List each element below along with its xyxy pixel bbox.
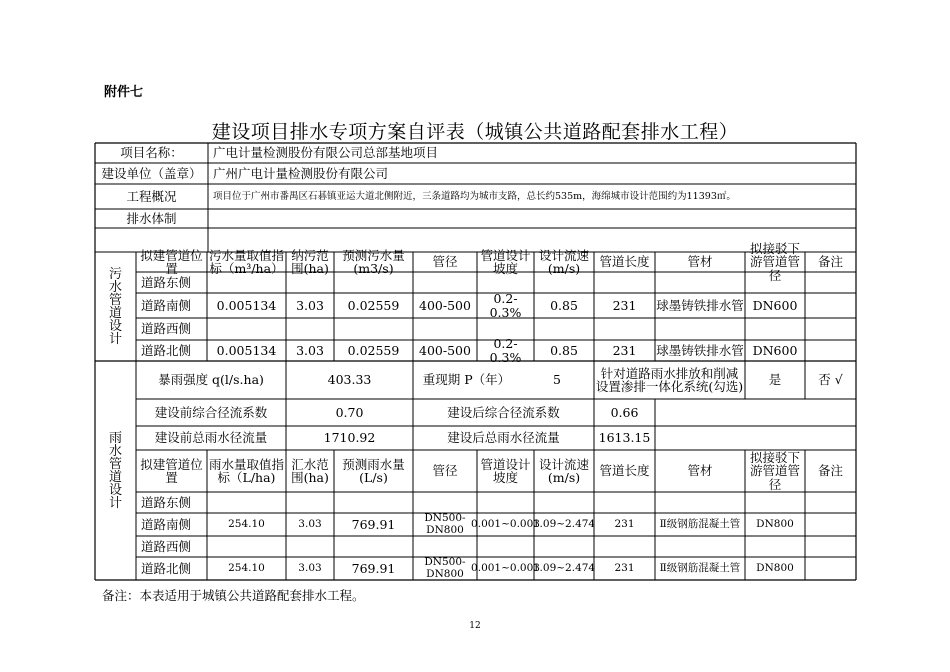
rain-cell-diameter xyxy=(413,492,477,513)
sewage-cell-diameter xyxy=(413,272,477,293)
rain-header-area: 汇水范围(ha) xyxy=(291,456,329,485)
rain-cell-diameter: DN500-DN800 xyxy=(424,556,466,580)
sewage-cell-material xyxy=(655,318,745,340)
rain-cell-material xyxy=(655,536,745,557)
rain-cell-position: 道路东侧 xyxy=(141,494,192,510)
sewage-cell-velocity: 0.85 xyxy=(550,342,578,358)
rain-cell-downstream: DN800 xyxy=(756,517,794,530)
page-title: 建设项目排水专项方案自评表（城镇公共道路配套排水工程） xyxy=(211,121,739,143)
sewage-cell-slope xyxy=(477,272,534,293)
sewage-cell-position: 道路西侧 xyxy=(141,321,192,337)
rain-cell-material: Ⅱ级钢筋混凝土管 xyxy=(659,561,741,574)
rain-cell-index: 254.10 xyxy=(228,561,265,574)
rain-cell-diameter xyxy=(413,536,477,557)
sewage-section-label: 污水管道设计 xyxy=(108,266,122,347)
sewage-cell-material: 球墨铸铁排水管 xyxy=(656,342,744,358)
rain-cell-downstream xyxy=(745,536,805,557)
sewage-header-index: 污水量取值指标（m³/ha） xyxy=(208,247,284,276)
sewage-cell-position: 道路南侧 xyxy=(141,297,192,313)
sewage-cell-material xyxy=(655,272,745,293)
sewage-cell-diameter xyxy=(413,318,477,340)
rain-cell-remark xyxy=(805,557,856,580)
project-name-label: 项目名称： xyxy=(120,145,183,161)
sewage-header-velocity: 设计流速(m/s) xyxy=(538,247,589,276)
return-period-label: 重现期 P（年） xyxy=(422,372,511,388)
infiltration-system-label: 针对道路雨水排放和削减设置渗排一体化系统(勾选) xyxy=(595,365,744,394)
rain-cell-length: 231 xyxy=(614,517,635,530)
runoff-coef-after-label: 建设后综合径流系数 xyxy=(447,404,560,420)
rain-cell-velocity xyxy=(534,492,594,513)
drainage-system-label: 排水体制 xyxy=(126,210,177,226)
sewage-cell-slope: 0.2-0.3% xyxy=(489,336,522,365)
sewage-cell-index xyxy=(207,318,286,340)
rain-cell-area xyxy=(286,492,334,513)
sewage-cell-flow: 0.02559 xyxy=(347,297,400,313)
sewage-cell-index: 0.005134 xyxy=(216,342,277,358)
rain-cell-material xyxy=(655,492,745,513)
rain-cell-flow xyxy=(334,492,413,513)
rain-cell-slope xyxy=(477,492,534,513)
rain-cell-velocity xyxy=(534,536,594,557)
rain-cell-slope: 0.001~0.003 xyxy=(471,517,540,530)
sewage-cell-velocity xyxy=(534,272,594,293)
sewage-cell-diameter: 400-500 xyxy=(419,297,471,313)
sewage-cell-slope: 0.2-0.3% xyxy=(489,291,522,320)
drainage-system-value xyxy=(208,209,856,228)
runoff-before-value: 1710.92 xyxy=(323,430,376,446)
runoff-coef-before-label: 建设前综合径流系数 xyxy=(154,404,268,420)
rain-cell-index xyxy=(207,492,286,513)
rain-cell-remark xyxy=(805,513,856,536)
return-period-value: 5 xyxy=(553,372,561,388)
sewage-cell-length: 231 xyxy=(612,297,637,313)
empty-cell xyxy=(655,426,856,450)
sewage-cell-remark xyxy=(805,272,856,293)
rain-cell-area: 3.03 xyxy=(298,517,322,530)
sewage-cell-remark xyxy=(805,340,856,361)
rain-header-flow: 预测雨水量(L/s) xyxy=(342,456,405,485)
rain-cell-velocity: 1.09~2.474 xyxy=(532,561,596,574)
rain-cell-position: 道路南侧 xyxy=(141,516,192,532)
rain-cell-flow: 769.91 xyxy=(351,560,396,576)
rain-cell-index xyxy=(207,536,286,557)
footnote: 备注：本表适用于城镇公共道路配套排水工程。 xyxy=(102,588,365,603)
sewage-cell-flow xyxy=(334,272,413,293)
rain-cell-material: Ⅱ级钢筋混凝土管 xyxy=(659,517,741,530)
sewage-cell-downstream: DN600 xyxy=(752,342,798,358)
construction-unit-label: 建设单位（盖章） xyxy=(101,165,202,181)
rain-section-label: 雨水管道设计 xyxy=(108,430,122,511)
sewage-cell-flow: 0.02559 xyxy=(347,342,400,358)
sewage-cell-area xyxy=(286,272,334,293)
sewage-cell-flow xyxy=(334,318,413,340)
project-name-value: 广电计量检测股份有限公司总部基地项目 xyxy=(213,145,439,161)
rain-header-index: 雨水量取值指标（L/ha) xyxy=(208,456,284,485)
overview-value: 项目位于广州市番禺区石碁镇亚运大道北侧附近，三条道路均为城市支路，总长约535m，海绵城市设计范围约为11393㎡。 xyxy=(213,190,736,202)
sewage-header-downstream: 拟接驳下游管道管径 xyxy=(749,241,800,283)
rain-cell-length xyxy=(594,536,655,557)
runoff-after-label: 建设后总雨水径流量 xyxy=(447,430,560,446)
sewage-header-diameter: 管径 xyxy=(432,254,458,270)
rain-cell-downstream xyxy=(745,492,805,513)
sewage-cell-area xyxy=(286,318,334,340)
sewage-cell-area: 3.03 xyxy=(296,342,324,358)
sewage-header-area: 纳污范围(ha) xyxy=(291,247,329,276)
rain-cell-diameter: DN500-DN800 xyxy=(424,512,466,536)
attachment-label: 附件七 xyxy=(104,85,144,100)
sewage-header-flow: 预测污水量(m3/s) xyxy=(342,247,405,276)
sewage-cell-length: 231 xyxy=(612,342,637,358)
rain-header-remark: 备注 xyxy=(817,463,843,479)
rain-cell-area xyxy=(286,536,334,557)
runoff-before-label: 建设前总雨水径流量 xyxy=(154,430,268,446)
runoff-coef-after-value: 0.66 xyxy=(610,404,639,420)
rain-cell-downstream: DN800 xyxy=(756,561,794,574)
empty-cell xyxy=(655,399,856,426)
runoff-after-value: 1613.15 xyxy=(598,430,651,446)
rain-cell-velocity: 1.09~2.474 xyxy=(532,517,596,530)
sewage-header-length: 管道长度 xyxy=(599,254,650,270)
sewage-cell-remark xyxy=(805,293,856,318)
sewage-cell-material: 球墨铸铁排水管 xyxy=(656,297,744,313)
sewage-cell-length xyxy=(594,272,655,293)
rain-cell-flow xyxy=(334,536,413,557)
rain-cell-index: 254.10 xyxy=(228,517,265,530)
rain-header-velocity: 设计流速(m/s) xyxy=(538,456,589,485)
rain-cell-remark xyxy=(805,492,856,513)
sewage-cell-position: 道路东侧 xyxy=(141,274,192,290)
rain-cell-flow: 769.91 xyxy=(351,516,396,532)
rain-header-length: 管道长度 xyxy=(599,463,650,479)
sewage-cell-diameter: 400-500 xyxy=(419,342,471,358)
sewage-header-remark: 备注 xyxy=(817,254,843,270)
sewage-cell-downstream: DN600 xyxy=(752,297,798,313)
overview-label: 工程概况 xyxy=(126,188,177,204)
rain-cell-position: 道路西侧 xyxy=(141,538,192,554)
sewage-cell-index: 0.005134 xyxy=(216,297,277,313)
rain-cell-length xyxy=(594,492,655,513)
construction-unit-value: 广州广电计量检测股份有限公司 xyxy=(213,165,389,181)
sewage-cell-area: 3.03 xyxy=(296,297,324,313)
sewage-cell-velocity: 0.85 xyxy=(550,297,578,313)
sewage-cell-remark xyxy=(805,318,856,340)
checkbox-no: 否 √ xyxy=(818,372,843,388)
rain-header-slope: 管道设计坡度 xyxy=(480,456,531,485)
rain-cell-position: 道路北侧 xyxy=(141,560,192,576)
sewage-header-position: 拟建管道位置 xyxy=(140,247,203,276)
sewage-header-material: 管材 xyxy=(687,254,713,270)
sewage-cell-index xyxy=(207,272,286,293)
sewage-cell-length xyxy=(594,318,655,340)
sewage-cell-velocity xyxy=(534,318,594,340)
sewage-cell-position: 道路北侧 xyxy=(141,342,192,358)
rain-cell-area: 3.03 xyxy=(298,561,322,574)
sewage-cell-downstream xyxy=(745,272,805,293)
sewage-cell-downstream xyxy=(745,318,805,340)
rain-header-position: 拟建管道位置 xyxy=(140,456,203,485)
rain-header-diameter: 管径 xyxy=(432,463,458,479)
runoff-coef-before-value: 0.70 xyxy=(335,404,364,420)
rain-cell-slope xyxy=(477,536,534,557)
rain-intensity-value: 403.33 xyxy=(327,372,372,388)
sewage-header-slope: 管道设计坡度 xyxy=(480,247,531,276)
rain-header-material: 管材 xyxy=(687,463,713,479)
rain-intensity-label: 暴雨强度 q(l/s.ha) xyxy=(158,372,264,388)
rain-cell-length: 231 xyxy=(614,561,635,574)
rain-cell-remark xyxy=(805,536,856,557)
checkbox-yes: 是 xyxy=(768,372,782,388)
rain-cell-slope: 0.001~0.003 xyxy=(471,561,540,574)
rain-header-downstream: 拟接驳下游管道管径 xyxy=(749,450,800,492)
page-number: 12 xyxy=(469,621,481,631)
